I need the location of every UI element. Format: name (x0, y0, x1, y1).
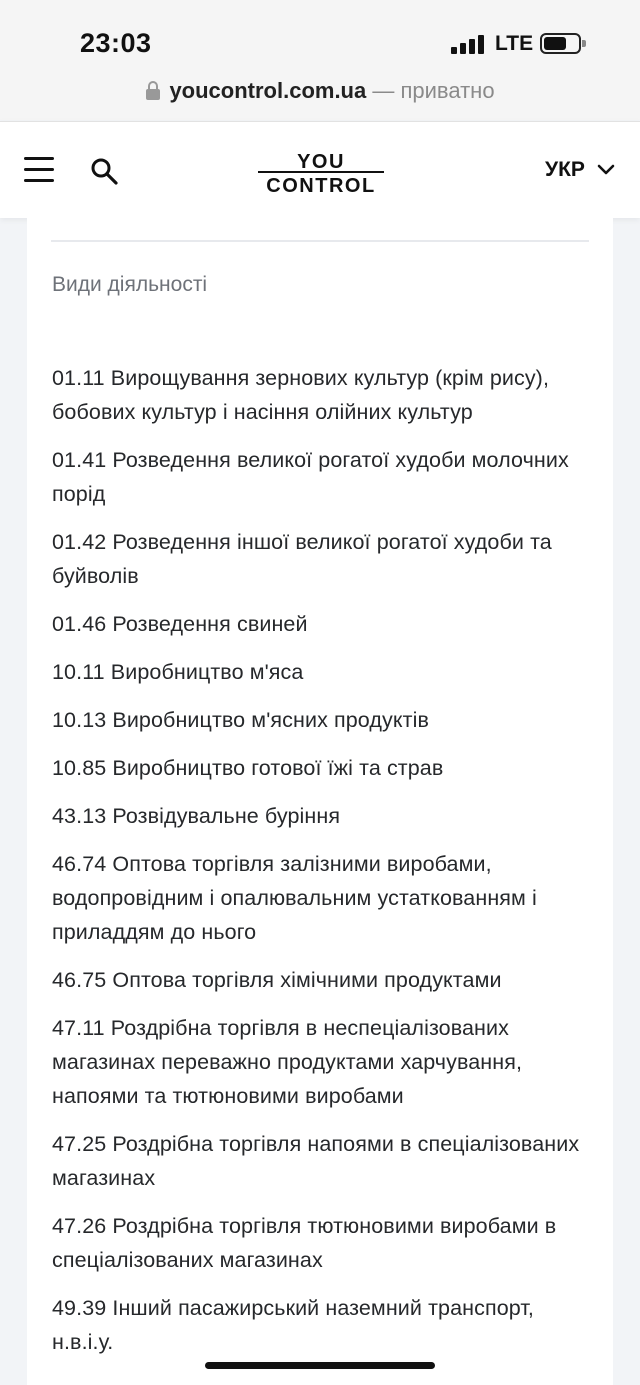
clock: 23:03 (80, 28, 152, 58)
activity-item: 01.46 Розведення свиней (52, 612, 308, 636)
activity-item: 46.74 Оптова торгівля залізними виробами, водопровідним і опалювальним устаткованням і приладдям до нього (52, 852, 537, 944)
status-bar (0, 0, 640, 120)
section-title: Види діяльності (52, 273, 208, 296)
youcontrol-logo[interactable] (258, 148, 384, 196)
activities-card (27, 218, 613, 1385)
battery-icon (540, 33, 581, 54)
section-divider (51, 240, 589, 242)
hamburger-menu-icon[interactable] (24, 155, 56, 185)
activity-item: 47.25 Роздрібна торгівля напоями в спеціалізованих магазинах (52, 1132, 580, 1190)
search-icon[interactable] (90, 157, 118, 185)
activity-item: 01.42 Розведення іншої великої рогатої худоби та буйволів (52, 530, 552, 588)
network-type: LTE (495, 32, 534, 55)
activity-item: 46.75 Оптова торгівля хімічними продуктами (52, 968, 502, 992)
private-mode-label: — приватно (366, 78, 495, 103)
home-indicator (205, 1362, 435, 1369)
activity-item: 49.39 Інший пасажирський наземний транспорт, н.в.і.у. (52, 1296, 534, 1354)
activity-item: 10.11 Виробництво м'яса (52, 660, 304, 684)
activity-item: 10.85 Виробництво готової їжі та страв (52, 756, 444, 780)
logo-text-top: YOU (297, 151, 345, 173)
activity-item: 10.13 Виробництво м'ясних продуктів (52, 708, 429, 732)
site-header (0, 121, 640, 218)
cellular-signal-icon (451, 34, 487, 54)
language-label: УКР (545, 158, 585, 181)
language-selector[interactable] (545, 158, 615, 182)
activities-list (52, 361, 597, 1373)
chevron-down-icon (597, 164, 615, 176)
activity-item: 47.26 Роздрібна торгівля тютюновими виробами в спеціалізованих магазинах (52, 1214, 557, 1272)
activity-item: 43.13 Розвідувальне буріння (52, 804, 341, 828)
activity-item: 01.41 Розведення великої рогатої худоби молочних порід (52, 448, 569, 506)
activity-item: 01.11 Вирощування зернових культур (крім рису), бобових культур і насіння олійних культур (52, 366, 550, 424)
lock-icon (145, 80, 161, 100)
logo-text-bottom: CONTROL (266, 175, 376, 196)
address-bar[interactable] (0, 78, 640, 104)
url-domain: youcontrol.com.ua (169, 78, 367, 103)
activity-item: 47.11 Роздрібна торгівля в неспеціалізованих магазинах переважно продуктами харчування, напоями та тютюновими виробами (52, 1016, 523, 1108)
